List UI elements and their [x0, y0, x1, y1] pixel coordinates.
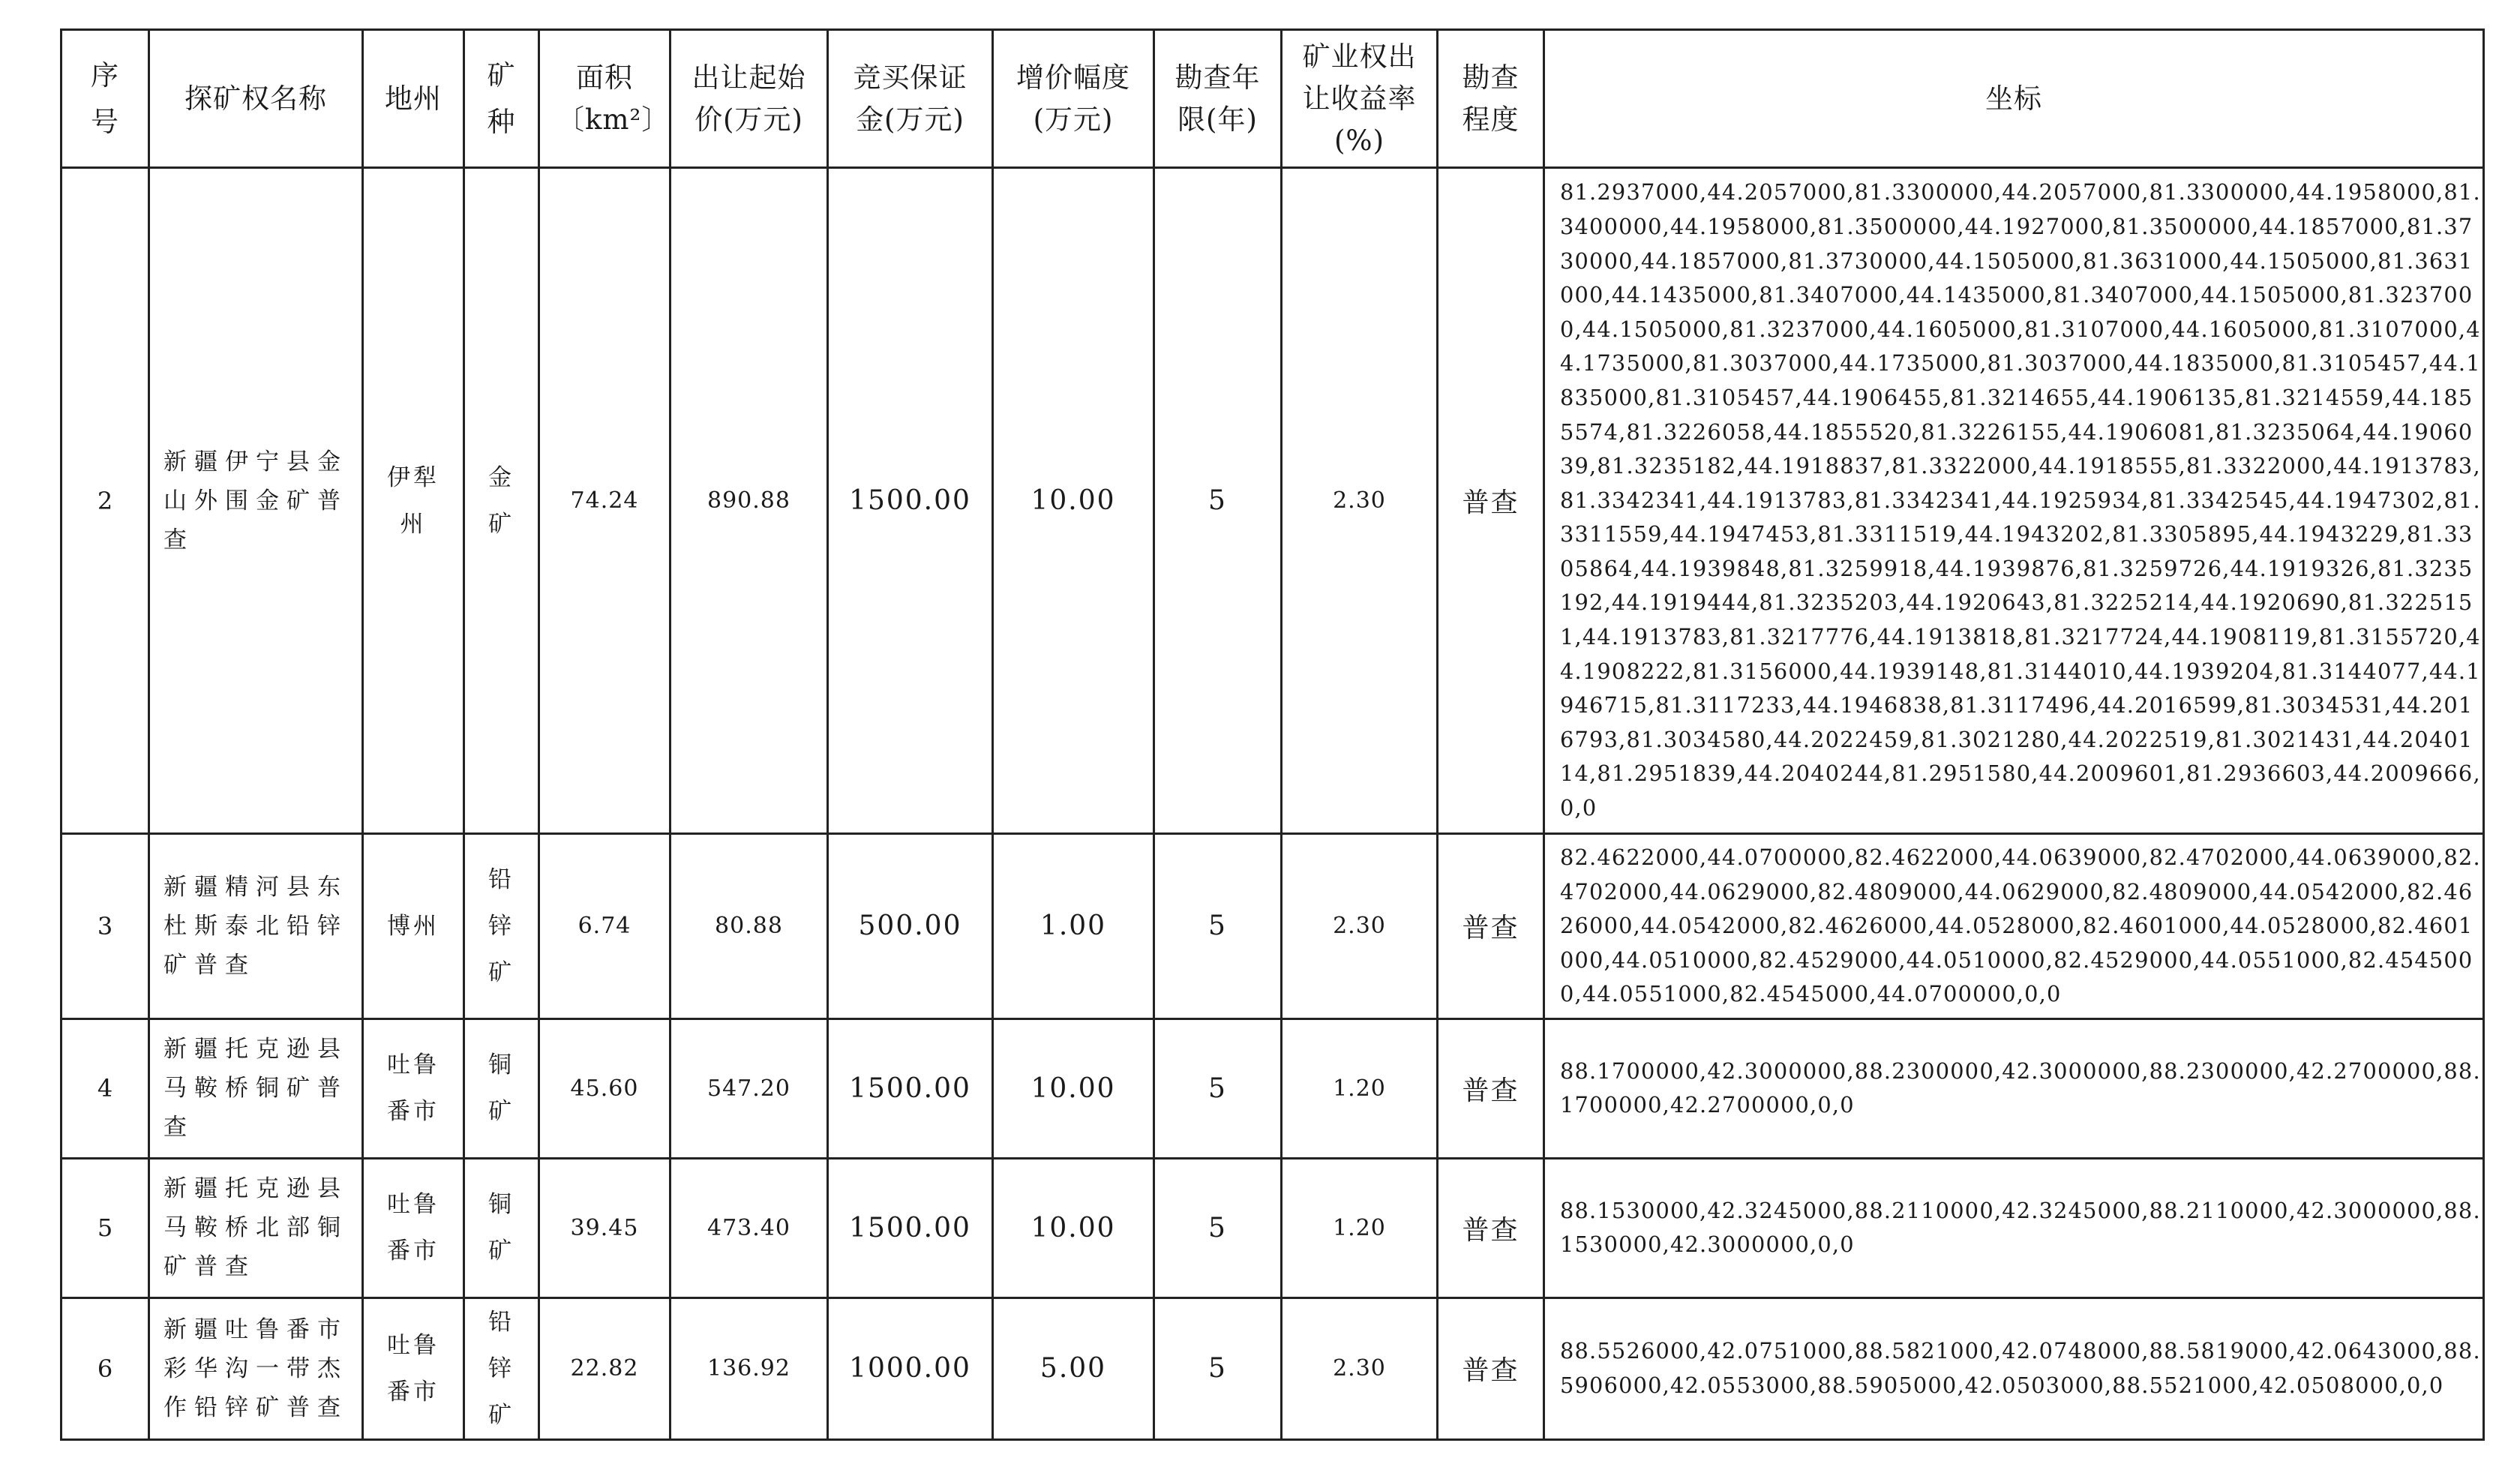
cell-start-price: 547.20 [670, 1018, 828, 1158]
cell-coords: 82.4622000,44.0700000,82.4622000,44.0639000,82.4702000,44.0639000,82.4702000,44.0629000,82.4809000,44.0629000,82.4809000,44.0542000,82.4626000,44.0542000,82.4626000,44.0528000,82.4601000,44.0528000,82.4601000,44.0510000,82.4529000,44.0510000,82.4529000,44.0551000,82.4545000,44.0551000,82.4545000,44.0700000,0,0 [1544, 834, 2484, 1019]
cell-increment: 1.00 [993, 834, 1154, 1019]
cell-name: 新疆托克逊县马鞍桥铜矿普查 [149, 1018, 363, 1158]
cell-name: 新疆伊宁县金山外围金矿普查 [149, 168, 363, 834]
cell-seq: 4 [62, 1018, 149, 1158]
header-name: 探矿权名称 [149, 30, 363, 168]
cell-yield-rate: 1.20 [1282, 1158, 1438, 1298]
cell-mineral-text: 铅锌矿 [488, 866, 514, 986]
cell-term: 5 [1154, 1018, 1282, 1158]
cell-area: 39.45 [539, 1158, 670, 1298]
cell-mineral-text: 铜矿 [488, 1052, 514, 1126]
cell-stage: 普查 [1438, 1298, 1544, 1439]
header-area: 面积〔km²〕 [539, 30, 670, 168]
cell-region [363, 1018, 464, 1158]
cell-yield-rate: 2.30 [1282, 1298, 1438, 1439]
cell-coords: 81.2937000,44.2057000,81.3300000,44.2057000,81.3300000,44.1958000,81.3400000,44.1958000,81.3500000,44.1927000,81.3500000,44.1857000,81.3730000,44.1857000,81.3730000,44.1505000,81.3631000,44.1505000,81.3631000,44.1435000,81.3407000,44.1435000,81.3407000,44.1505000,81.3237000,44.1505000,81.3237000,44.1605000,81.3107000,44.1605000,81.3107000,44.1735000,81.3037000,44.1735000,81.3037000,44.1835000,81.3105457,44.1835000,81.3105457,44.1906455,81.3214655,44.1906135,81.3214559,44.1855574,81.3226058,44.1855520,81.3226155,44.1906081,81.3235064,44.1906039,81.3235182,44.1918837,81.3322000,44.1918555,81.3322000,44.1913783,81.3342341,44.1913783,81.3342341,44.1925934,81.3342545,44.1947302,81.3311559,44.1947453,81.3311519,44.1943202,81.3305895,44.1943229,81.3305864,44.1939848,81.3259918,44.1939876,81.3259726,44.1919326,81.3235192,44.1919444,81.3235203,44.1920643,81.3225214,44.1920690,81.3225151,44.1913783,81.3217776,44.1913818,81.3217724,44.1908119,81.3155720,44.1908222,81.3156000,44.1939148,81.3144010,44.1939204,81.3144077,44.1946715,81.3117233,44.1946838,81.3117496,44.2016599,81.3034531,44.2016793,81.3034580,44.2022459,81.3021280,44.2022519,81.3021431,44.2040114,81.2951839,44.2040244,81.2951580,44.2009601,81.2936603,44.2009666,0,0 [1544, 168, 2484, 834]
cell-deposit: 1500.00 [828, 1158, 993, 1298]
cell-term: 5 [1154, 834, 1282, 1019]
cell-area: 22.82 [539, 1298, 670, 1439]
cell-stage: 普查 [1438, 1158, 1544, 1298]
cell-mineral [464, 1158, 539, 1298]
cell-region-text: 吐鲁番市 [386, 1331, 440, 1406]
cell-mineral [464, 1018, 539, 1158]
cell-yield-rate: 1.20 [1282, 1018, 1438, 1158]
cell-region-text: 伊犁州 [386, 464, 440, 538]
cell-start-price: 473.40 [670, 1158, 828, 1298]
cell-name: 新疆吐鲁番市彩华沟一带杰作铅锌矿普查 [149, 1298, 363, 1439]
header-start-price: 出让起始价(万元) [670, 30, 828, 168]
cell-stage: 普查 [1438, 1018, 1544, 1158]
table-row [62, 168, 2484, 834]
cell-stage: 普查 [1438, 168, 1544, 834]
cell-yield-rate: 2.30 [1282, 834, 1438, 1019]
cell-area: 6.74 [539, 834, 670, 1019]
cell-coords: 88.5526000,42.0751000,88.5821000,42.0748000,88.5819000,42.0643000,88.5906000,42.0553000,88.5905000,42.0503000,88.5521000,42.0508000,0,0 [1544, 1298, 2484, 1439]
cell-term: 5 [1154, 168, 1282, 834]
cell-mineral-text: 金矿 [488, 464, 514, 538]
cell-stage: 普查 [1438, 834, 1544, 1019]
cell-region: 博州 [363, 834, 464, 1019]
cell-deposit: 1000.00 [828, 1298, 993, 1439]
cell-region-text: 吐鲁番市 [386, 1191, 440, 1265]
table-header-row [62, 30, 2484, 168]
cell-mineral [464, 1298, 539, 1439]
table-row [62, 834, 2484, 1019]
cell-seq: 3 [62, 834, 149, 1019]
cell-term: 5 [1154, 1298, 1282, 1439]
header-yield-rate: 矿业权出让收益率(%) [1282, 30, 1438, 168]
cell-region [363, 1298, 464, 1439]
cell-mineral-text: 铅锌矿 [488, 1308, 514, 1429]
cell-coords: 88.1530000,42.3245000,88.2110000,42.3245000,88.2110000,42.3000000,88.1530000,42.3000000,0,0 [1544, 1158, 2484, 1298]
cell-area: 74.24 [539, 168, 670, 834]
cell-deposit: 500.00 [828, 834, 993, 1019]
cell-seq: 6 [62, 1298, 149, 1439]
cell-increment: 10.00 [993, 1158, 1154, 1298]
table-row [62, 1018, 2484, 1158]
cell-mineral [464, 168, 539, 834]
cell-mineral [464, 834, 539, 1019]
exploration-rights-table [60, 28, 2485, 1441]
cell-seq: 2 [62, 168, 149, 834]
cell-region-text: 吐鲁番市 [386, 1052, 440, 1126]
header-region: 地州 [363, 30, 464, 168]
cell-region [363, 168, 464, 834]
cell-increment: 10.00 [993, 168, 1154, 834]
cell-increment: 5.00 [993, 1298, 1154, 1439]
cell-name: 新疆托克逊县马鞍桥北部铜矿普查 [149, 1158, 363, 1298]
cell-start-price: 890.88 [670, 168, 828, 834]
cell-name: 新疆精河县东杜斯泰北铅锌矿普查 [149, 834, 363, 1019]
cell-start-price: 136.92 [670, 1298, 828, 1439]
table-row [62, 1158, 2484, 1298]
cell-deposit: 1500.00 [828, 168, 993, 834]
header-deposit: 竞买保证金(万元) [828, 30, 993, 168]
cell-mineral-text: 铜矿 [488, 1191, 514, 1265]
cell-increment: 10.00 [993, 1018, 1154, 1158]
header-increment: 增价幅度(万元) [993, 30, 1154, 168]
header-coords: 坐标 [1544, 30, 2484, 168]
cell-coords: 88.1700000,42.3000000,88.2300000,42.3000000,88.2300000,42.2700000,88.1700000,42.2700000,0,0 [1544, 1018, 2484, 1158]
header-term: 勘查年限(年) [1154, 30, 1282, 168]
table-row [62, 1298, 2484, 1439]
cell-term: 5 [1154, 1158, 1282, 1298]
header-mineral-label: 矿种 [487, 58, 516, 138]
cell-seq: 5 [62, 1158, 149, 1298]
cell-area: 45.60 [539, 1018, 670, 1158]
cell-start-price: 80.88 [670, 834, 828, 1019]
cell-region [363, 1158, 464, 1298]
header-mineral [464, 30, 539, 168]
header-seq-label: 序号 [90, 58, 119, 138]
header-stage: 勘查程度 [1438, 30, 1544, 168]
cell-yield-rate: 2.30 [1282, 168, 1438, 834]
cell-deposit: 1500.00 [828, 1018, 993, 1158]
header-seq [62, 30, 149, 168]
